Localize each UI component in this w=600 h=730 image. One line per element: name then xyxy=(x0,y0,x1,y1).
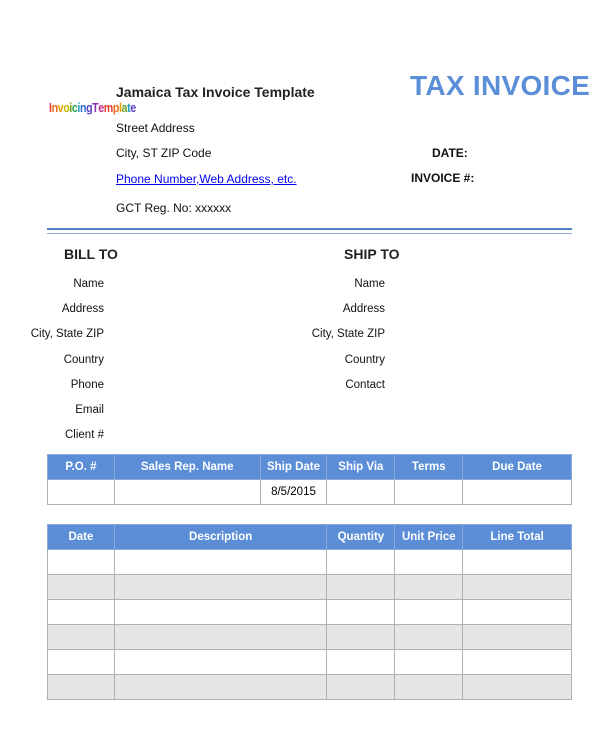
terms-header: Terms xyxy=(395,455,463,480)
logo-letter: a xyxy=(121,100,128,115)
invoice-number-label: INVOICE #: xyxy=(411,171,475,185)
bill-field-label: Country xyxy=(63,353,104,366)
bill-field-label: Phone xyxy=(70,378,104,391)
line-item-cell[interactable] xyxy=(395,625,463,650)
unit-price-header: Unit Price xyxy=(395,525,463,550)
ship-field-label: City, State ZIP xyxy=(311,328,385,341)
po-number-header: P.O. # xyxy=(48,455,115,480)
line-item-cell[interactable] xyxy=(114,575,327,600)
order-header-row xyxy=(48,455,572,480)
logo-letter: i xyxy=(77,100,80,115)
line-item-cell[interactable] xyxy=(327,650,395,675)
ship-via-cell[interactable] xyxy=(327,480,395,505)
line-item-cell[interactable] xyxy=(463,625,572,650)
sales-rep-cell[interactable] xyxy=(114,480,260,505)
ship-to-heading: SHIP TO xyxy=(344,246,400,262)
line-item-cell[interactable] xyxy=(48,650,115,675)
logo-letter: t xyxy=(127,100,131,115)
line-item-cell[interactable] xyxy=(395,675,463,700)
gct-reg-no: GCT Reg. No: xxxxxx xyxy=(116,201,232,215)
order-info-table xyxy=(47,454,572,505)
header-divider-thin xyxy=(47,233,572,234)
order-row xyxy=(48,480,572,505)
line-item-cell[interactable] xyxy=(463,675,572,700)
logo-letter: l xyxy=(118,100,122,115)
line-item-cell[interactable] xyxy=(114,675,327,700)
invoicing-template-logo xyxy=(49,100,136,115)
logo-letter: o xyxy=(63,100,70,115)
line-item-cell[interactable] xyxy=(48,625,115,650)
bill-field-label: Email xyxy=(75,404,104,416)
ship-via-header: Ship Via xyxy=(327,455,395,480)
line-item-row xyxy=(48,650,572,675)
line-item-cell[interactable] xyxy=(48,675,115,700)
logo-letter: e xyxy=(130,100,136,115)
ship-date-header: Ship Date xyxy=(260,455,327,480)
line-item-row xyxy=(48,550,572,575)
logo-letter: n xyxy=(51,100,58,115)
invoice-title: TAX INVOICE xyxy=(410,70,591,101)
line-item-row xyxy=(48,600,572,625)
line-item-row xyxy=(48,575,572,600)
logo-letter: n xyxy=(79,100,87,115)
logo-letter: T xyxy=(92,100,99,115)
line-item-cell[interactable] xyxy=(463,600,572,625)
line-total-header: Line Total xyxy=(463,525,572,550)
date-header: Date xyxy=(48,525,115,550)
due-date-header: Due Date xyxy=(463,455,572,480)
line-item-cell[interactable] xyxy=(395,550,463,575)
line-item-cell[interactable] xyxy=(48,600,115,625)
line-item-cell[interactable] xyxy=(327,625,395,650)
logo-letter: v xyxy=(57,100,64,115)
bill-field-label: Address xyxy=(61,303,104,316)
line-item-cell[interactable] xyxy=(395,575,463,600)
line-item-cell[interactable] xyxy=(327,600,395,625)
line-item-row xyxy=(48,675,572,700)
ship-field-label: Contact xyxy=(345,378,385,391)
line-item-cell[interactable] xyxy=(327,675,395,700)
logo-letter: e xyxy=(98,100,104,115)
line-item-cell[interactable] xyxy=(463,575,572,600)
line-item-cell[interactable] xyxy=(463,550,572,575)
line-item-cell[interactable] xyxy=(48,575,115,600)
line-item-cell[interactable] xyxy=(395,650,463,675)
line-item-cell[interactable] xyxy=(395,600,463,625)
contact-link[interactable]: Phone Number,Web Address, etc. xyxy=(116,172,297,186)
line-item-cell[interactable] xyxy=(48,550,115,575)
description-header: Description xyxy=(114,525,327,550)
bill-field-label: Client # xyxy=(65,429,104,442)
logo-letter: i xyxy=(69,100,72,115)
date-label: DATE: xyxy=(432,146,468,160)
ship-field-label: Name xyxy=(354,278,385,290)
bill-field-label: City, State ZIP xyxy=(30,328,104,341)
city-state-zip: City, ST ZIP Code xyxy=(116,146,212,160)
logo-letter: c xyxy=(71,100,78,115)
line-item-cell[interactable] xyxy=(463,650,572,675)
line-item-row xyxy=(48,625,572,650)
sales-rep-header: Sales Rep. Name xyxy=(114,455,260,480)
line-item-cell[interactable] xyxy=(114,600,327,625)
terms-cell[interactable] xyxy=(395,480,463,505)
street-address: Street Address xyxy=(116,121,195,135)
logo-letter: g xyxy=(86,100,93,115)
bill-to-heading: BILL TO xyxy=(64,246,118,262)
logo-letter: I xyxy=(49,100,52,115)
due-date-cell[interactable] xyxy=(463,480,572,505)
bill-field-label: Name xyxy=(73,278,104,290)
ship-field-label: Address xyxy=(342,303,385,316)
header-divider xyxy=(47,228,572,230)
line-item-cell[interactable] xyxy=(327,550,395,575)
items-header-row xyxy=(48,525,572,550)
line-items-table xyxy=(47,524,572,700)
logo-letter: m xyxy=(103,100,113,115)
line-item-cell[interactable] xyxy=(114,650,327,675)
logo-letter: p xyxy=(112,100,119,115)
company-name: Jamaica Tax Invoice Template xyxy=(116,84,315,100)
po-number-cell[interactable] xyxy=(48,480,115,505)
line-item-cell[interactable] xyxy=(114,550,327,575)
quantity-header: Quantity xyxy=(327,525,395,550)
line-item-cell[interactable] xyxy=(327,575,395,600)
line-item-cell[interactable] xyxy=(114,625,327,650)
ship-date-cell[interactable]: 8/5/2015 xyxy=(260,480,327,505)
ship-field-label: Country xyxy=(344,353,385,366)
